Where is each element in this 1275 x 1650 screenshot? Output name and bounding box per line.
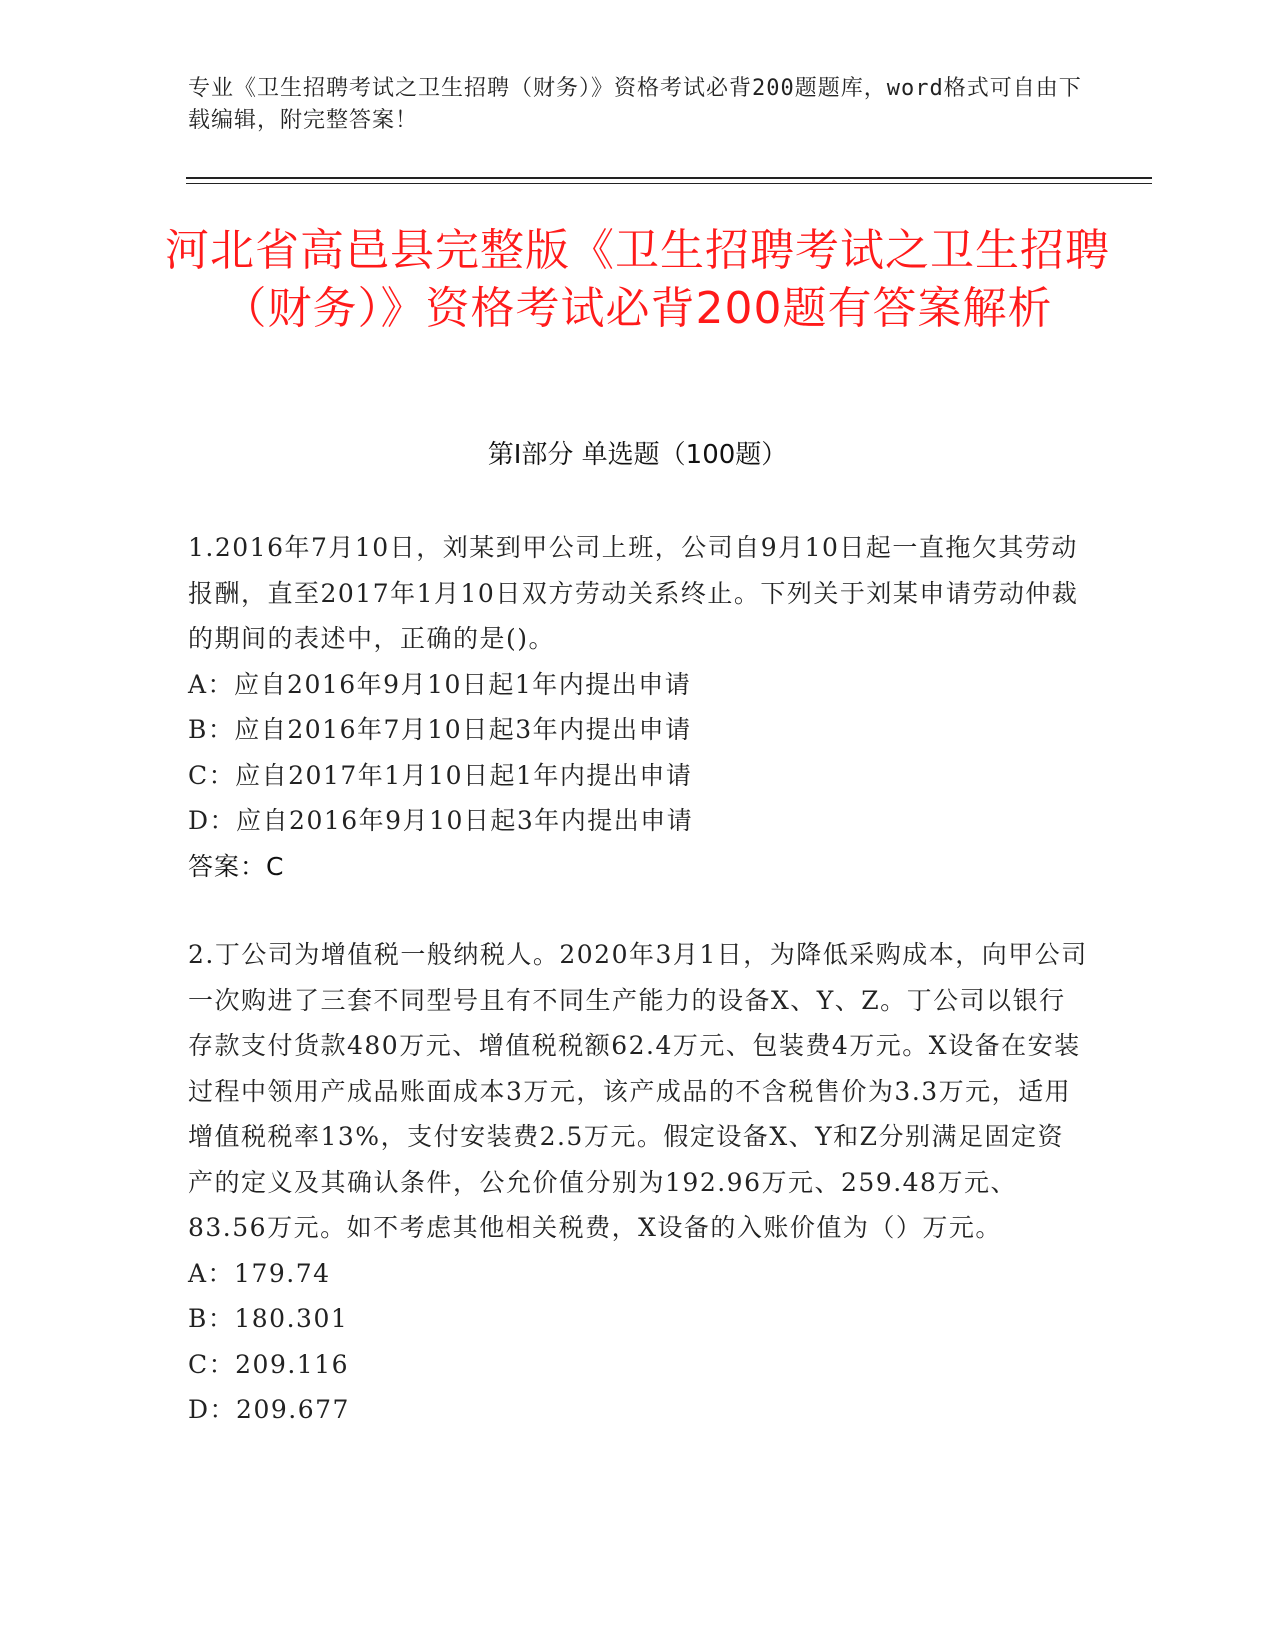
question-1: [188, 525, 1088, 889]
option-c: C：209.116: [188, 1349, 350, 1379]
header-divider-thin: [186, 183, 1152, 184]
option-b: B：180.301: [188, 1304, 349, 1333]
option-b: B：应自2016年7月10日起3年内提出申请: [188, 715, 692, 744]
document-title: 河北省高邑县完整版《卫生招聘考试之卫生招聘（财务）》资格考试必背200题有答案解析: [165, 225, 1110, 334]
header-divider: [186, 177, 1152, 179]
option-c: C：应自2017年1月10日起1年内提出申请: [188, 760, 693, 790]
header-note: 专业《卫生招聘考试之卫生招聘（财务）》资格考试必背200题题库，word格式可自由下载编辑，附完整答案！: [188, 76, 1082, 133]
question-stem: 1.2016年7月10日，刘某到甲公司上班，公司自9月10日起一直拖欠其劳动报酬，直至2017年1月10日双方劳动关系终止。下列关于刘某申请劳动仲裁的期间的表述中，正确的是()。: [188, 533, 1079, 653]
answer: 答案：C: [188, 851, 285, 881]
option-d: D：209.677: [188, 1395, 350, 1424]
section-title: 第Ⅰ部分 单选题（100题）: [487, 440, 788, 470]
question-stem: 2.丁公司为增值税一般纳税人。2020年3月1日，为降低采购成本，向甲公司一次购进了三套不同型号且有不同生产能力的设备X、Y、Z。丁公司以银行存款支付货款480万元、增值税税额62.4万元、包装费4万元。X设备在安装过程中领用产成品账面成本3万元，该产成品的不含税售价为3.3万元，适用增值税税率13%，支付安装费2.5万元。假定设备X、Y和Z分别满足固定资产的定义及其确认条件，公允价值分别为192.96万元、259.48万元、83.56万元。如不考虑其他相关税费，X设备的入账价值为（）万元。: [188, 940, 1088, 1242]
option-a: A：应自2016年9月10日起1年内提出申请: [188, 669, 692, 699]
question-2: [188, 932, 1088, 1433]
option-d: D：应自2016年9月10日起3年内提出申请: [188, 806, 694, 835]
option-a: A：179.74: [188, 1258, 331, 1288]
